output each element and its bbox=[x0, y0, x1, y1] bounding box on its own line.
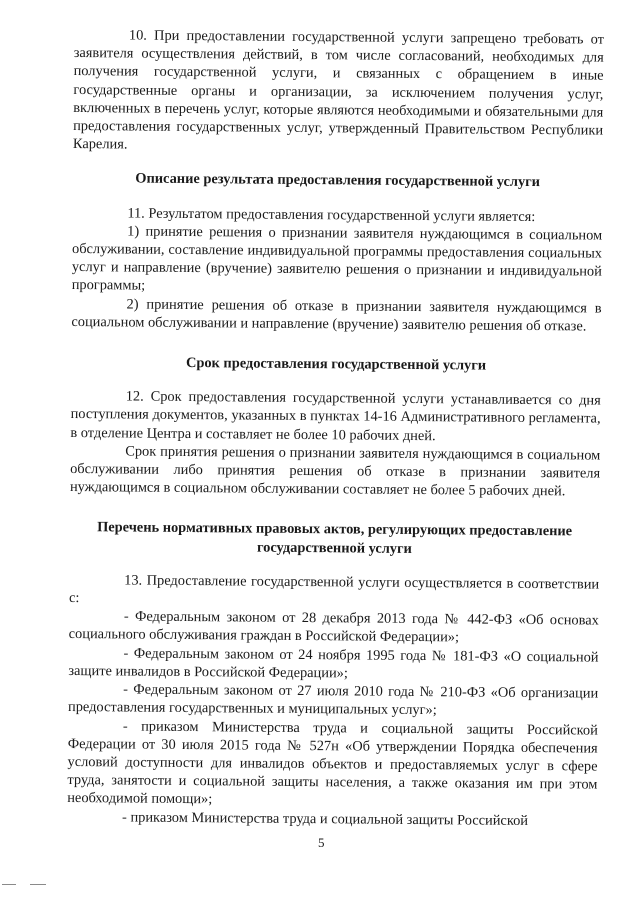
act-list-item: - Федеральным законом от 24 ноября 1995 года № 181-ФЗ «О социальной защите инвалидов в Российской Федерации»; bbox=[68, 645, 599, 682]
act-list-item: - Федеральным законом от 27 июля 2010 года № 210-ФЗ «Об организации предоставления государственных и муниципальных услуг»; bbox=[67, 681, 599, 719]
paragraph-11: 11. Результатом предоставления государственной услуги является: bbox=[127, 205, 536, 225]
paragraph-12: 12. Срок предоставления государственной услуги устанавливается со дня поступления документов, указанных в пунктах 14-16 Административного регламента, в отделение Центра и составляет не более 10 рабочих дней. bbox=[70, 388, 601, 444]
heading-result-description: Описание результата предоставления государственной услуги bbox=[135, 170, 541, 191]
paragraph-13: 13. Предоставление государственной услуги осуществляется в соответствии с: bbox=[68, 572, 600, 607]
paragraph-11-item-1: 1) принятие решения о признании заявителя нуждающимся в социальном обслуживании, составление индивидуальной программы предоставления социальных услуг и направление (вручение) заявителю решения о признании и индивидуальной программы; bbox=[71, 223, 603, 295]
paragraph-11-item-2: 2) принятие решения об отказе в признании заявителя нуждающимся в социальном обслуживании и направление (вручение) заявителю решения об отказе. bbox=[71, 296, 602, 335]
act-list-item: - приказом Министерства труда и социальной защиты Российской Федерации от 30 июля 2015 года № 527н «Об утверждении Порядка обеспечения условий доступности для инвалидов объектов и предоставляемых услуг в сфере труда, занятости и социальной защиты населения, а также оказания им при этом необходимой помощи»; bbox=[67, 717, 598, 808]
heading-regulatory-acts: Перечень нормативных правовых актов, регулирующих предоставление государственной услуги bbox=[97, 519, 573, 557]
heading-service-term: Срок предоставления государственной услуги bbox=[185, 355, 487, 374]
paragraph-10: 10. При предоставлении государственной услуги запрещено требовать от заявителя осуществления действий, в том числе согласований, необходимых для получения государственной услуги, и связанных с обращением в иные государственные органы и организации, за исключением получения услуг, включенных в перечень услуг, которые являются необходимыми и обязательными для предоставления государственных услуг, утвержденный Правительством Республики Карелия. bbox=[72, 27, 604, 153]
scan-artifact-line bbox=[2, 884, 16, 885]
paragraph-12-decision-term: Срок принятия решения о признании заявителя нуждающимся в социальном обслуживании либо принятия решения об отказе в признании заявителя нуждающимся в социальном обслуживании составляет не более 5 рабочих дней. bbox=[69, 443, 601, 500]
act-list-item: - Федеральным законом от 28 декабря 2013 года № 442-ФЗ «Об основах социального обслуживания граждан в Российской Федерации»; bbox=[68, 608, 599, 646]
page-number: 5 bbox=[318, 835, 325, 850]
scan-artifact-line bbox=[30, 884, 46, 885]
document-body bbox=[67, 26, 604, 830]
act-list-item: - приказом Министерства труда и социальной защиты Российской bbox=[122, 808, 529, 829]
